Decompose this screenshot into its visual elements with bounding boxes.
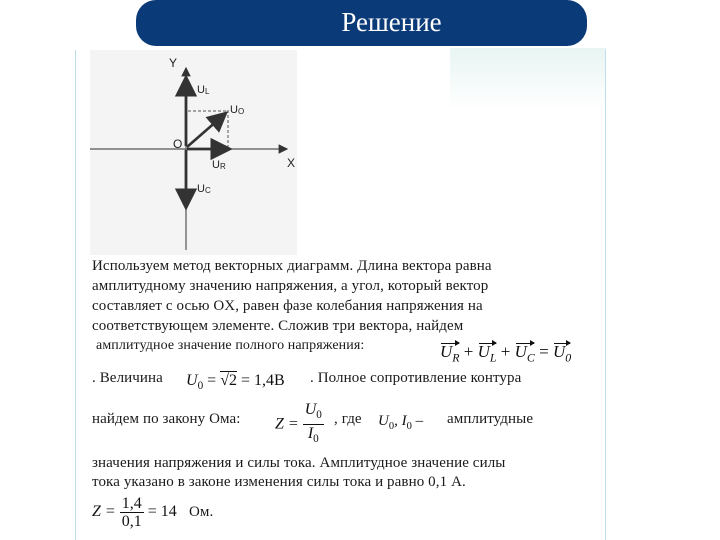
text-line-3: составляет с осью OX, равен фазе колебания напряжения на <box>92 298 483 314</box>
text-line-9: тока указано в законе изменения силы тока и равно 0,1 А. <box>92 474 466 490</box>
uc-label: UC <box>197 183 211 195</box>
vector-diagram-svg <box>90 50 300 255</box>
text-line-4: соответствующем элементе. Сложив три вектора, найдем <box>92 318 464 334</box>
left-border-line <box>75 50 76 540</box>
text-line-6b: . Полное сопротивление контура <box>310 370 522 386</box>
ul-label: UL <box>197 84 210 96</box>
where-symbols: $U_0$, $I_0$ – <box>378 413 424 432</box>
text-line-7b: , где <box>334 411 362 427</box>
text-line-6a: . Величина <box>92 370 163 386</box>
u0-value-formula: $U_0 = √2 = 1,4B$ <box>186 372 285 393</box>
z-value-formula: Z = $\frac{1,4}{0,1}$ = 14 <box>92 495 177 530</box>
text-line-2: амплитудному значению напряжения, а угол, который вектор <box>92 278 489 294</box>
text-line-5: амплитудное значение полного напряжения: <box>96 338 365 353</box>
u0-label: UO <box>230 104 245 116</box>
u0-vector <box>187 113 226 147</box>
text-line-7a: найдем по закону Ома: <box>92 411 241 427</box>
right-border-line <box>605 50 606 540</box>
axis-y-label: Y <box>169 56 178 70</box>
text-line-10-unit: Ом. <box>189 504 214 520</box>
ohm-law-formula: Z = $\frac{U_0}{I_0}$ <box>275 401 322 446</box>
vector-diagram <box>90 50 300 255</box>
text-line-7c: амплитудные <box>447 411 534 427</box>
ur-label: UR <box>212 159 226 171</box>
text-line-1: Используем метод векторных диаграмм. Длина вектора равна <box>92 258 492 274</box>
origin-label: O <box>173 137 183 151</box>
vector-sum-formula: $U_R + U_L + U_C = U_0$ <box>440 342 572 365</box>
text-line-8: значения напряжения и силы тока. Амплитудное значение силы <box>92 455 506 471</box>
axis-x-label: X <box>287 156 296 170</box>
slide-title: Решение <box>341 7 442 37</box>
title-banner <box>136 0 587 46</box>
decorative-gradient <box>450 48 606 110</box>
